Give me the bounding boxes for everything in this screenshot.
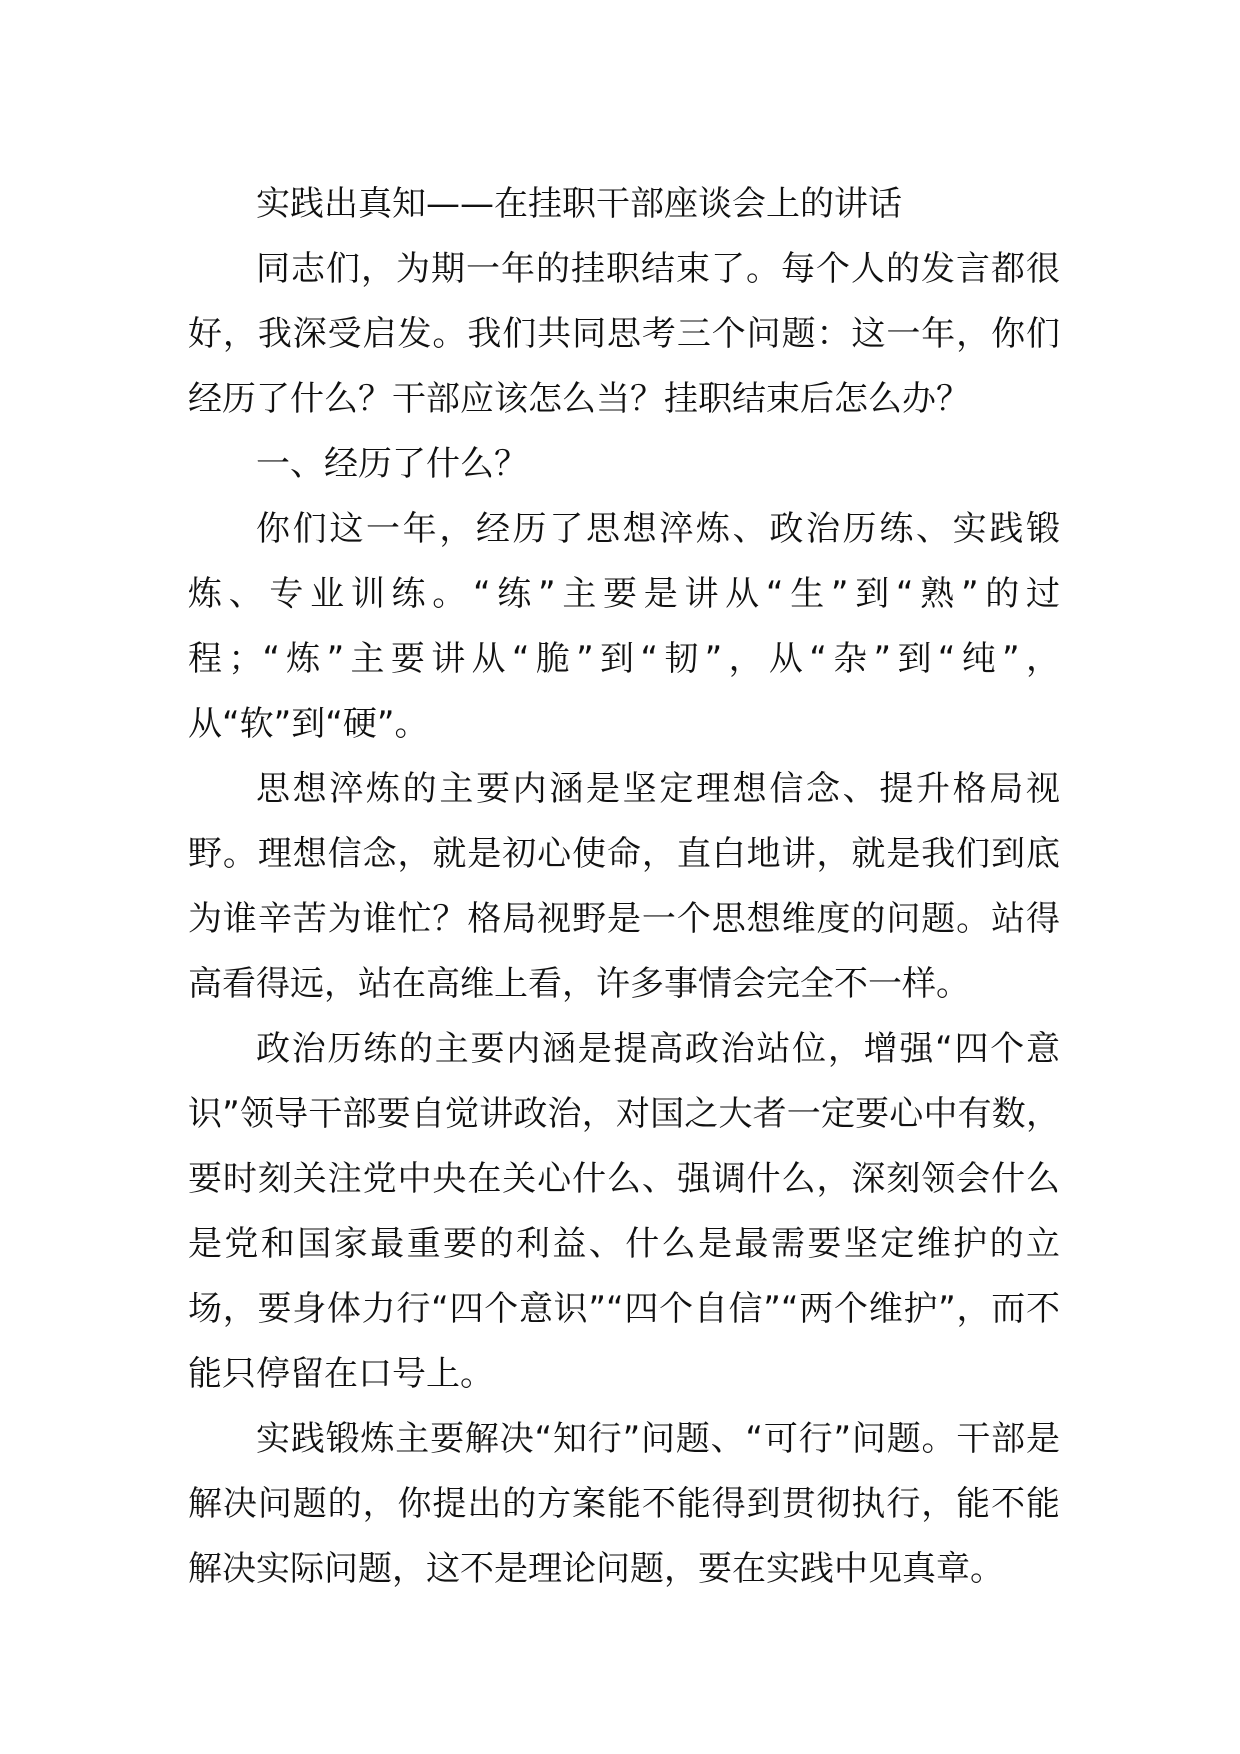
document-page xyxy=(188,172,1060,1602)
document-title: 实践出真知——在挂职干部座谈会上的讲话 xyxy=(256,184,902,224)
section-heading-1: 一、经历了什么？ xyxy=(256,444,528,484)
paragraph-politics: 政治历练的主要内涵是提高政治站位，增强“四个意识”领导干部要自觉讲政治，对国之大者一定要心中有数，要时刻关注党中央在关心什么、强调什么，深刻领会什么是党和国家最重要的利益、什么是最需要坚定维护的立场，要身体力行“四个意识”“四个自信”“两个维护”，而不能只停留在口号上。 xyxy=(188,1029,1060,1394)
paragraph-experience: 你们这一年，经历了思想淬炼、政治历练、实践锻炼、专业训练。“练”主要是讲从“生”到“熟”的过程；“炼”主要讲从“脆”到“韧”，从“杂”到“纯”，从“软”到“硬”。 xyxy=(188,509,1060,744)
paragraph-practice: 实践锻炼主要解决“知行”问题、“可行”问题。干部是解决问题的，你提出的方案能不能得到贯彻执行，能不能解决实际问题，这不是理论问题，要在实践中见真章。 xyxy=(188,1419,1060,1589)
paragraph-greeting: 同志们，为期一年的挂职结束了。每个人的发言都很好，我深受启发。我们共同思考三个问题：这一年，你们经历了什么？干部应该怎么当？挂职结束后怎么办？ xyxy=(188,249,1060,419)
paragraph-ideology: 思想淬炼的主要内涵是坚定理想信念、提升格局视野。理想信念，就是初心使命，直白地讲，就是我们到底为谁辛苦为谁忙？格局视野是一个思想维度的问题。站得高看得远，站在高维上看，许多事情会完全不一样。 xyxy=(188,769,1060,1004)
